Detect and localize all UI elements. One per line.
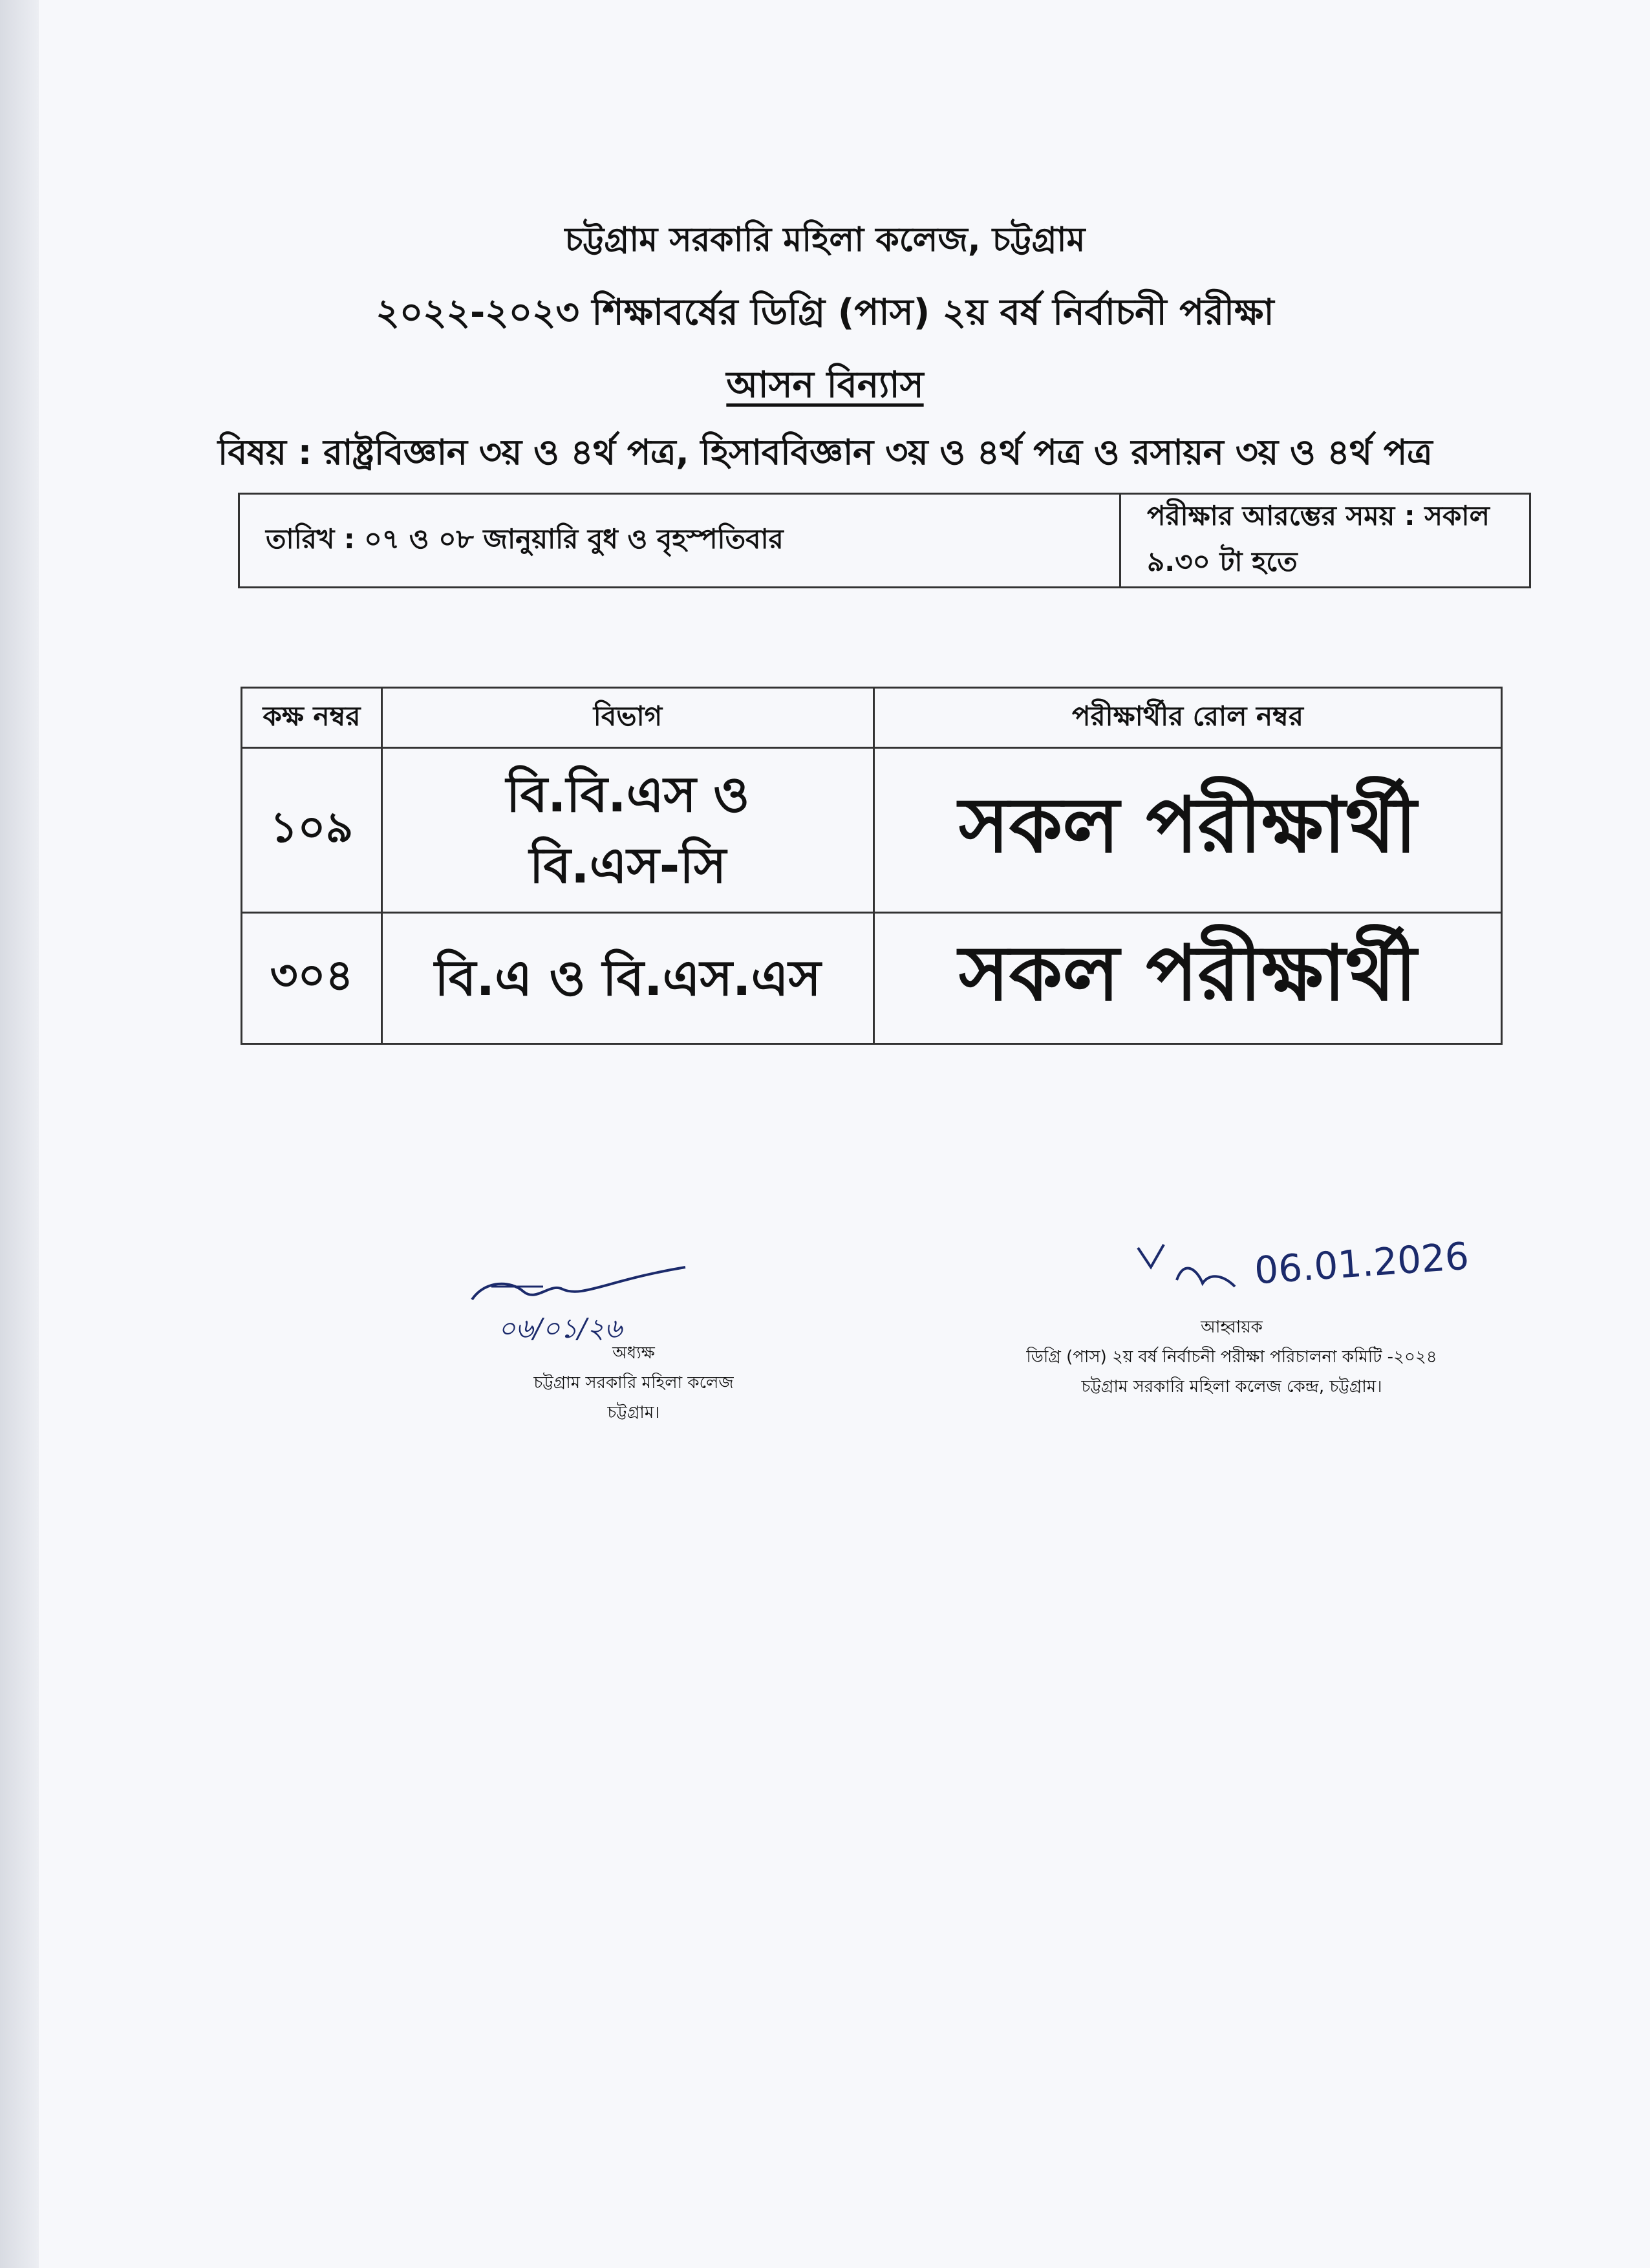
room-number: ১০৯: [242, 748, 382, 913]
convener-title: আহ্বায়ক: [1201, 1318, 1263, 1337]
convener-signature: [1131, 1235, 1261, 1306]
convener-center: চট্টগ্রাম সরকারি মহিলা কলেজ কেন্দ্র, চট্টগ্রাম।: [1081, 1377, 1382, 1396]
roll-cell: সকল পরীক্ষার্থী: [874, 913, 1502, 1044]
department-line: বি.এস-সি: [529, 837, 727, 894]
department-cell: বি.এ ও বি.এস.এস: [382, 913, 874, 1044]
department-line: বি.বি.এস ও: [506, 765, 750, 823]
exam-info-table: [238, 493, 1531, 588]
exam-title: ২০২২-২০২৩ শিক্ষাবর্ষের ডিগ্রি (পাস) ২য় বর্ষ নির্বাচনী পরীক্ষা: [376, 292, 1274, 334]
seating-table: [241, 687, 1503, 1045]
header-roll: পরীক্ষার্থীর রোল নম্বর: [874, 688, 1502, 748]
principal-place: চট্টগ্রাম।: [607, 1403, 660, 1422]
principal-signature-block: [381, 1338, 886, 1428]
seating-header-row: [242, 688, 1502, 748]
room-number: ৩০৪: [242, 913, 382, 1044]
convener-signature-block: [925, 1312, 1539, 1402]
principal-org: চট্টগ্রাম সরকারি মহিলা কলেজ: [533, 1373, 734, 1393]
header-room: কক্ষ নম্বর: [242, 688, 382, 748]
document-title: আসন বিন্যাস: [726, 364, 924, 406]
exam-start-time: পরীক্ষার আরম্ভের সময় : সকাল ৯.৩০ টা হতে: [1120, 494, 1530, 588]
exam-date: তারিখ : ০৭ ও ০৮ জানুয়ারি বুধ ও বৃহস্পতিবার: [239, 494, 1120, 588]
principal-handwritten-date: ০৬/০১/২৬: [498, 1312, 623, 1344]
department-cell: [382, 748, 874, 913]
convener-handwritten-date: 06.01.2026: [1253, 1234, 1471, 1293]
subject-line: বিষয় : রাষ্ট্রবিজ্ঞান ৩য় ও ৪র্থ পত্র, হিসাববিজ্ঞান ৩য় ও ৪র্থ পত্র ও রসায়ন ৩য় ও ৪র্থ পত্র: [217, 432, 1433, 473]
table-row: [242, 913, 1502, 1044]
table-row: [242, 748, 1502, 913]
principal-title: অধ্যক্ষ: [612, 1343, 655, 1363]
header-department: বিভাগ: [382, 688, 874, 748]
convener-committee: ডিগ্রি (পাস) ২য় বর্ষ নির্বাচনী পরীক্ষা পরিচালনা কমিটি -২০২৪: [1026, 1347, 1437, 1367]
college-name: চট্টগ্রাম সরকারি মহিলা কলেজ, চট্টগ্রাম: [564, 220, 1086, 259]
roll-cell: সকল পরীক্ষার্থী: [874, 748, 1502, 913]
